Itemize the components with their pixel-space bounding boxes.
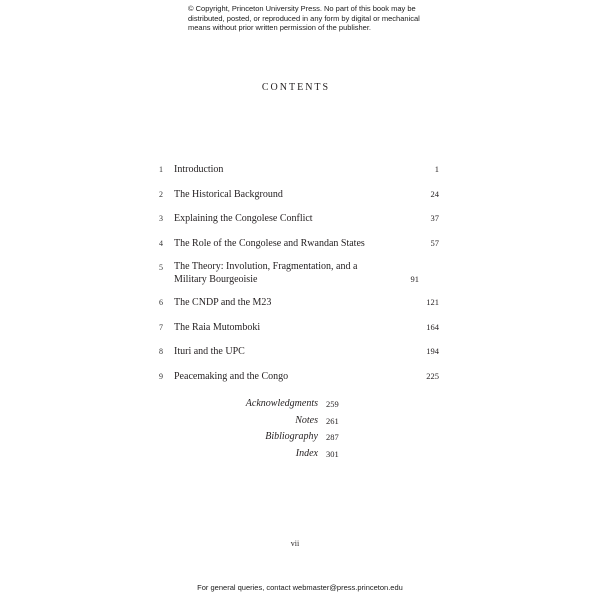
chapter-page: 91 <box>410 274 419 284</box>
chapter-page: 121 <box>426 297 439 307</box>
chapter-title: The Historical Background <box>174 188 283 200</box>
backmatter-list <box>0 396 600 462</box>
chapter-page: 1 <box>434 164 439 174</box>
chapter-title: Introduction <box>174 164 224 175</box>
chapter-title: The CNDP and the M23 <box>174 297 272 308</box>
backmatter-entry[interactable] <box>0 429 600 446</box>
backmatter-entry[interactable] <box>0 446 600 463</box>
chapter-number: 6 <box>159 298 163 307</box>
toc-entry[interactable] <box>155 320 439 334</box>
backmatter-page: 259 <box>326 399 339 409</box>
copyright-notice: © Copyright, Princeton University Press. No part of this book may be distributed, posted, or reproduced in any form by digital or mechanical means without prior written permission of the publisher. <box>188 4 420 32</box>
toc-entry[interactable] <box>155 162 439 176</box>
backmatter-label: Notes <box>295 414 318 426</box>
chapter-title: The Role of the Congolese and Rwandan States <box>174 237 365 249</box>
backmatter-entry[interactable] <box>0 413 600 430</box>
chapter-title: Explaining the Congolese Conflict <box>174 213 313 224</box>
chapter-number: 9 <box>159 371 163 381</box>
chapter-number: 4 <box>159 238 163 248</box>
chapter-number: 3 <box>159 214 163 223</box>
chapter-page: 225 <box>426 370 439 381</box>
chapter-page: 24 <box>430 188 439 199</box>
toc-entry[interactable] <box>155 344 439 358</box>
backmatter-page: 287 <box>326 432 339 442</box>
backmatter-page: 261 <box>326 415 339 426</box>
chapter-page: 194 <box>426 346 439 356</box>
chapter-page: 57 <box>430 237 439 248</box>
backmatter-label: Bibliography <box>265 431 318 442</box>
table-of-contents <box>155 162 439 393</box>
backmatter-page: 301 <box>326 448 339 459</box>
chapter-number: 2 <box>159 189 163 199</box>
chapter-number: 8 <box>159 347 163 356</box>
backmatter-label: Index <box>295 447 318 459</box>
page-number: vii <box>290 539 300 548</box>
page-title: CONTENTS <box>261 82 331 93</box>
chapter-page: 37 <box>430 213 439 223</box>
backmatter-entry[interactable] <box>0 396 600 413</box>
chapter-page: 164 <box>426 321 439 332</box>
toc-entry[interactable] <box>155 260 439 286</box>
toc-entry[interactable] <box>155 211 439 225</box>
chapter-number: 1 <box>159 165 163 174</box>
chapter-title: The Theory: Involution, Fragmentation, and a Military Bourgeoisie <box>174 261 358 285</box>
chapter-title: Ituri and the UPC <box>174 346 245 357</box>
backmatter-label: Acknowledgments <box>245 398 318 409</box>
chapter-title: The Raia Mutomboki <box>174 321 261 333</box>
toc-entry[interactable] <box>155 236 439 250</box>
footer-contact: For general queries, contact webmaster@press.princeton.edu <box>197 583 403 592</box>
chapter-title: Peacemaking and the Congo <box>174 370 289 382</box>
chapter-number: 5 <box>159 263 163 272</box>
toc-entry[interactable] <box>155 187 439 201</box>
chapter-number: 7 <box>159 322 163 332</box>
toc-entry[interactable] <box>155 369 439 383</box>
toc-entry[interactable] <box>155 295 439 309</box>
